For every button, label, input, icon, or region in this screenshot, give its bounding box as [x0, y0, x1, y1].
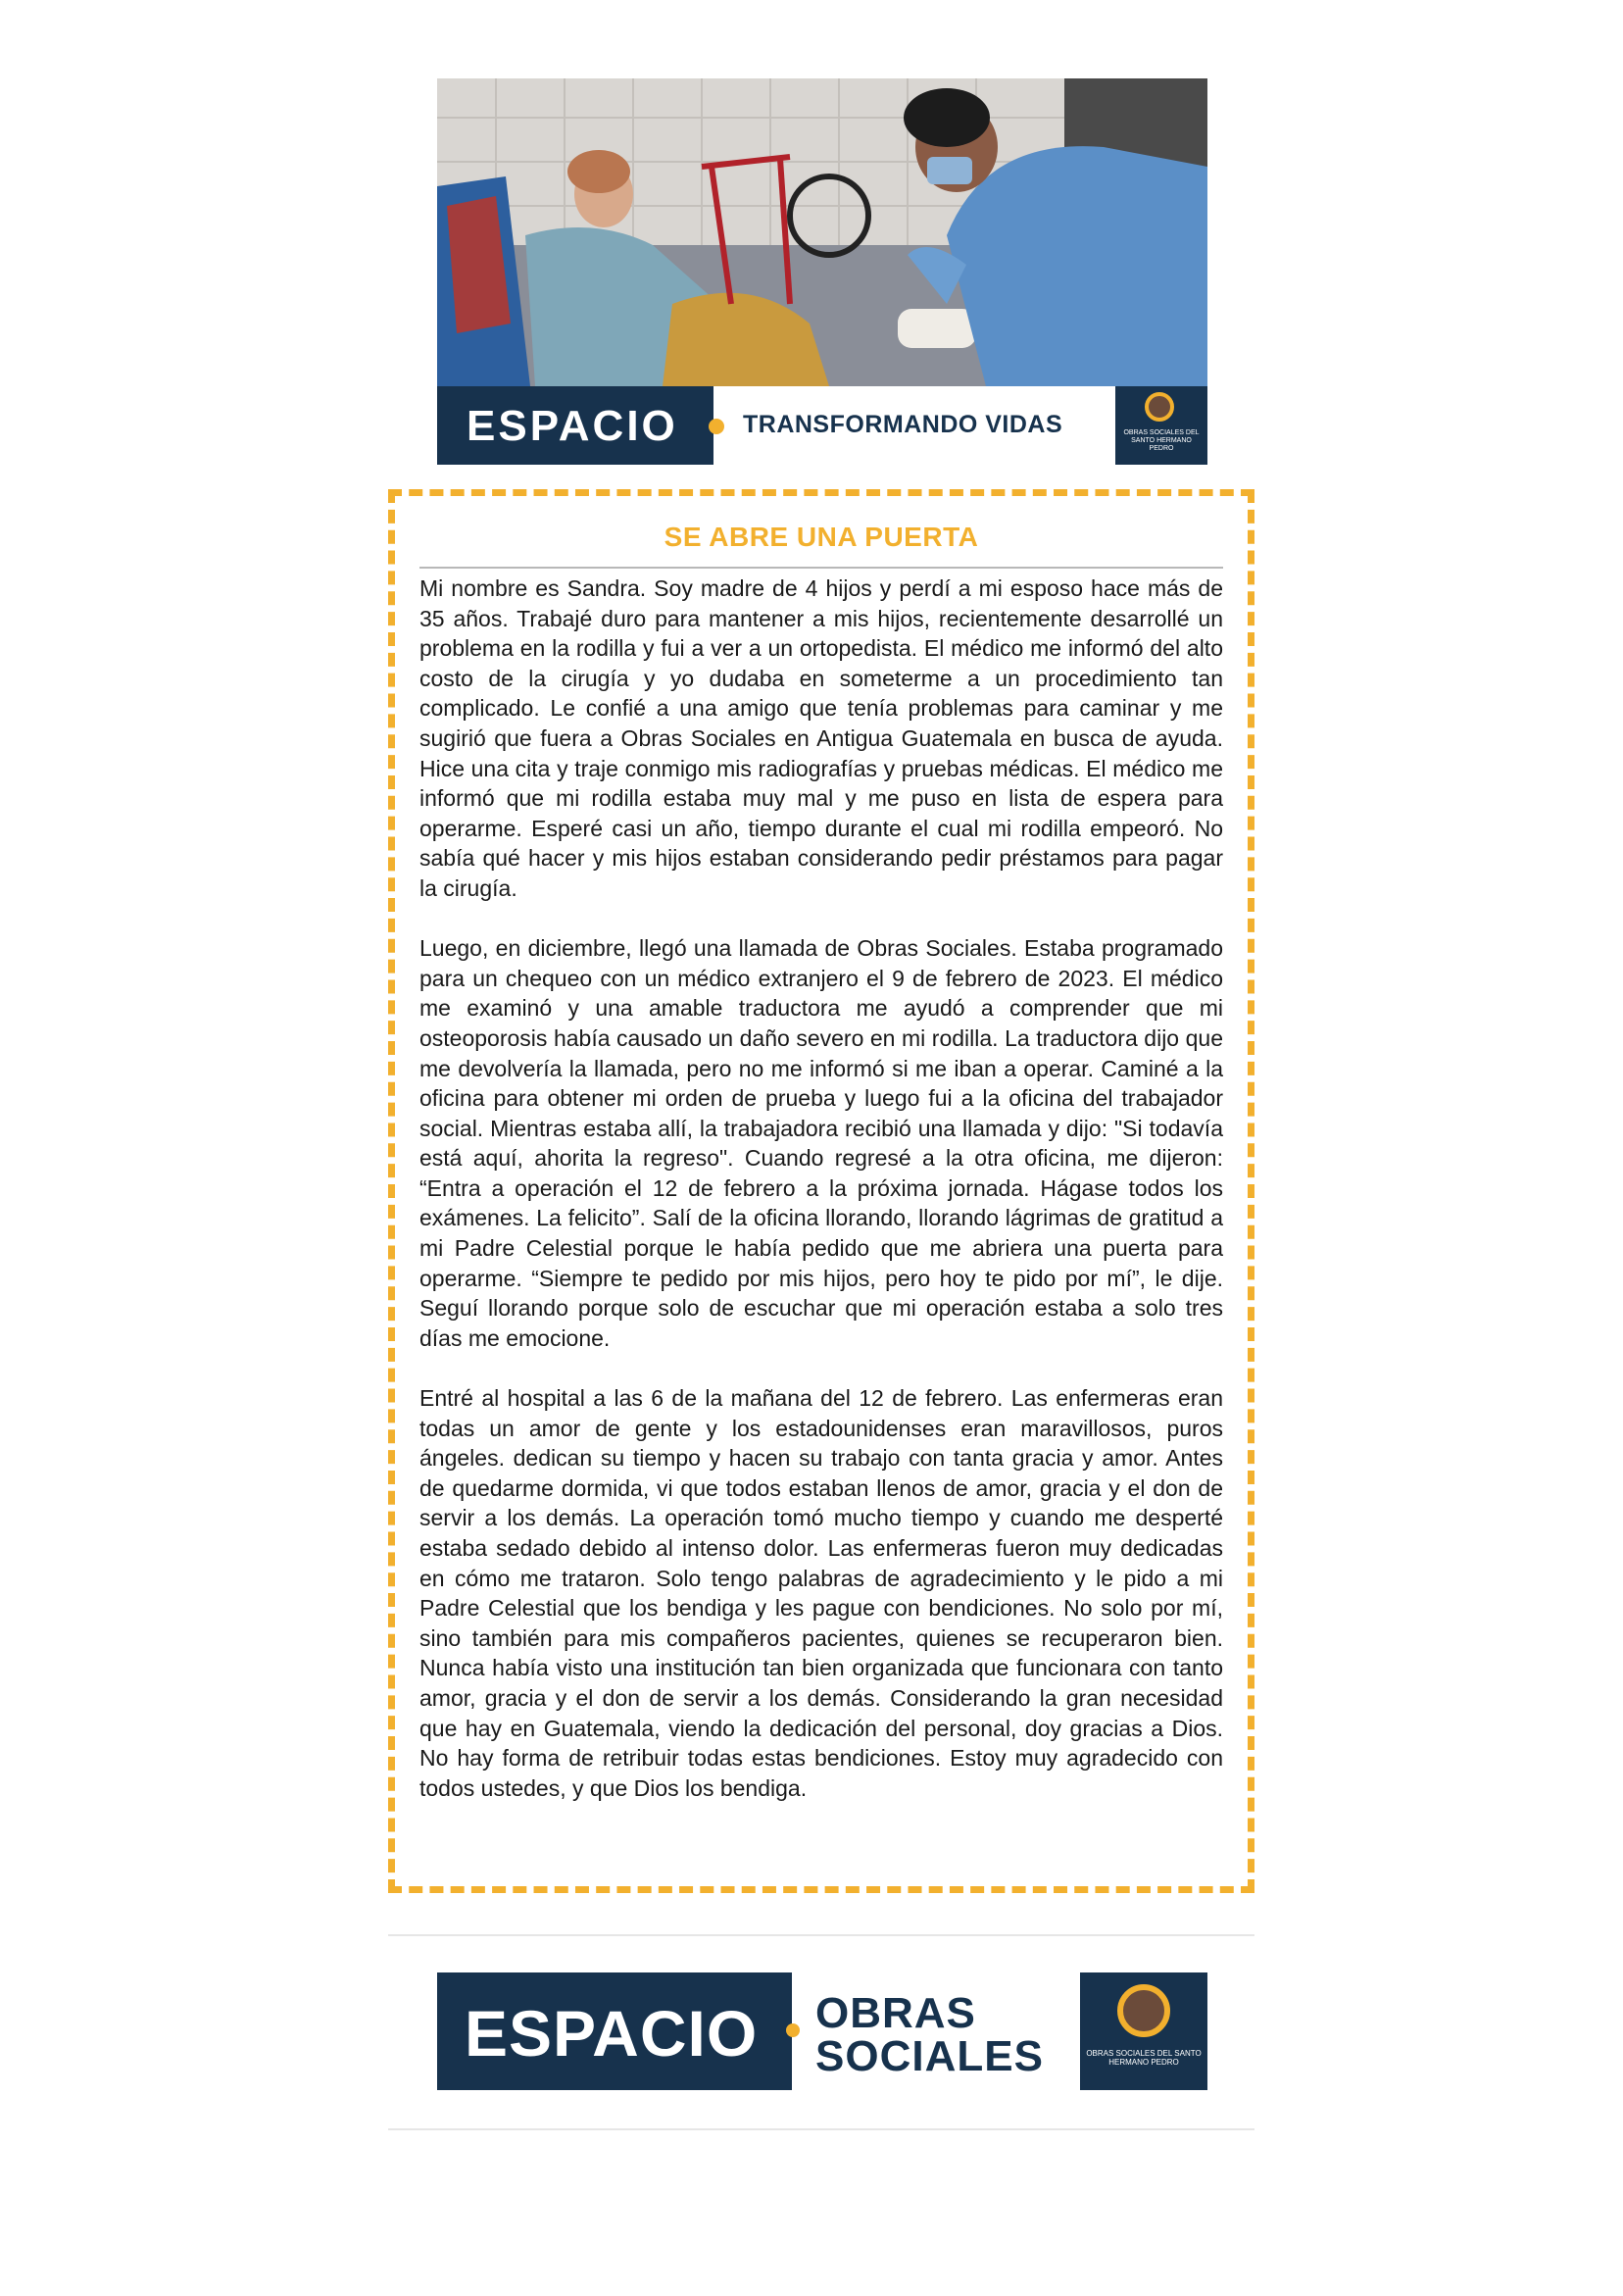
footer-navy-block — [437, 1972, 792, 2090]
article-title: SE ABRE UNA PUERTA — [664, 522, 979, 552]
article-paragraph: Mi nombre es Sandra. Soy madre de 4 hijos y perdí a mi esposo hace más de 35 años. Trabajé duro para mantener a mis hijos, recientemente desarrollé un problema en la rodilla y fui a ver a un ortopedista. El médico me informó del alto costo de la cirugía y yo dudaba en someterme a un procedimiento tan complicado. Le confié a una amigo que tenía problemas para caminar y me sugirió que fuera a Obras Sociales en Antigua Guatemala en busca de ayuda. Hice una cita y traje conmigo mis radiografías y pruebas médicas. El médico me informó que mi rodilla estaba muy mal y me puso en lista de espera para operarme. Esperé casi un año, tiempo durante el cual mi rodilla empeoró. No sabía qué hacer y mis hijos estaban considerando pedir préstamos para pagar la cirugía. — [419, 575, 1223, 901]
banner-navy-block — [437, 386, 713, 465]
footer-line-1: OBRAS — [815, 1989, 976, 2037]
article-box — [388, 489, 1254, 1893]
banner-word: ESPACIO — [467, 402, 678, 450]
title-divider — [419, 567, 1223, 569]
footer-logo — [437, 1972, 1207, 2090]
footer-emblem-icon — [1117, 1984, 1170, 2037]
banner-dot — [709, 419, 724, 434]
footer-line-2: SOCIALES — [815, 2032, 1044, 2080]
hero-photo — [437, 78, 1207, 386]
footer-word: ESPACIO — [465, 1997, 759, 2070]
footer-divider-top — [388, 1934, 1254, 1936]
article-body — [419, 574, 1223, 1833]
footer-logo-text: OBRAS SOCIALES DEL SANTO HERMANO PEDRO — [1086, 2049, 1202, 2067]
hero-banner — [437, 386, 1207, 465]
logo-emblem-icon — [1145, 392, 1174, 422]
article-paragraph: Luego, en diciembre, llegó una llamada de Obras Sociales. Estaba programado para un chequeo con un médico extranjero el 9 de febrero de 2023. El médico me examinó y una amable traductora me ayudó a comprender que mi osteoporosis había causado un daño severo en mi rodilla. La traductora dijo que me devolvería la llamada, pero no me informó si me iban a operar. Caminé a la oficina para obtener mi orden de prueba y luego fui a la oficina del trabajador social. Mientras estaba allí, la trabajadora recibió una llamada y dijo: "Si todavía está aquí, ahorita la regreso". Cuando regresé a la otra oficina, me dijeron: “Entra a operación el 12 de febrero a la próxima jornada. Hágase todos los exámenes. La felicito”. Salí de la oficina llorando, llorando lágrimas de gratitud a mi Padre Celestial porque le había pedido que me abriera una puerta para operarme. “Siempre te pedido por mis hijos, pero hoy te pido por mí”, le dije. Seguí llorando porque solo de escuchar que mi operación estaba a solo tres días me emocione. — [419, 935, 1223, 1351]
article-paragraph: Entré al hospital a las 6 de la mañana del 12 de febrero. Las enfermeras eran todas un amor de gente y los estadounidenses eran maravillosos, puros ángeles. dedican su tiempo y hacen su trabajo con tanta gracia y amor. Antes de quedarme dormida, vi que todos estaban llenos de amor, gracia y el don de servir a los demás. La operación tomó mucho tiempo y cuando me desperté estaba sedado debido al intenso dolor. Las enfermeras fueron muy dedicadas en cómo me trataron. Solo tengo palabras de agradecimiento y le pido a mi Padre Celestial que los bendiga y les pague con bendiciones. No solo por mí, sino también para mis compañeros pacientes, quienes se recuperaron bien. Nunca había visto una institución tan bien organizada que funcionara con tanto amor, gracia y el don de servir a los demás. Considerando la gran necesidad que hay en Guatemala, viendo la dedicación del personal, doy gracias a Dios. No hay forma de retribuir todas estas bendiciones. Estoy muy agradecido con todos ustedes, y que Dios los bendiga. — [419, 1385, 1223, 1801]
footer-org-logo — [1080, 1972, 1207, 2090]
header-hero — [437, 78, 1207, 465]
footer-divider-bottom — [388, 2128, 1254, 2130]
banner-tagline: TRANSFORMANDO VIDAS — [743, 411, 1063, 438]
footer-dot — [786, 2023, 800, 2037]
org-logo — [1115, 386, 1207, 465]
logo-text: OBRAS SOCIALES DEL SANTO HERMANO PEDRO — [1123, 429, 1200, 452]
